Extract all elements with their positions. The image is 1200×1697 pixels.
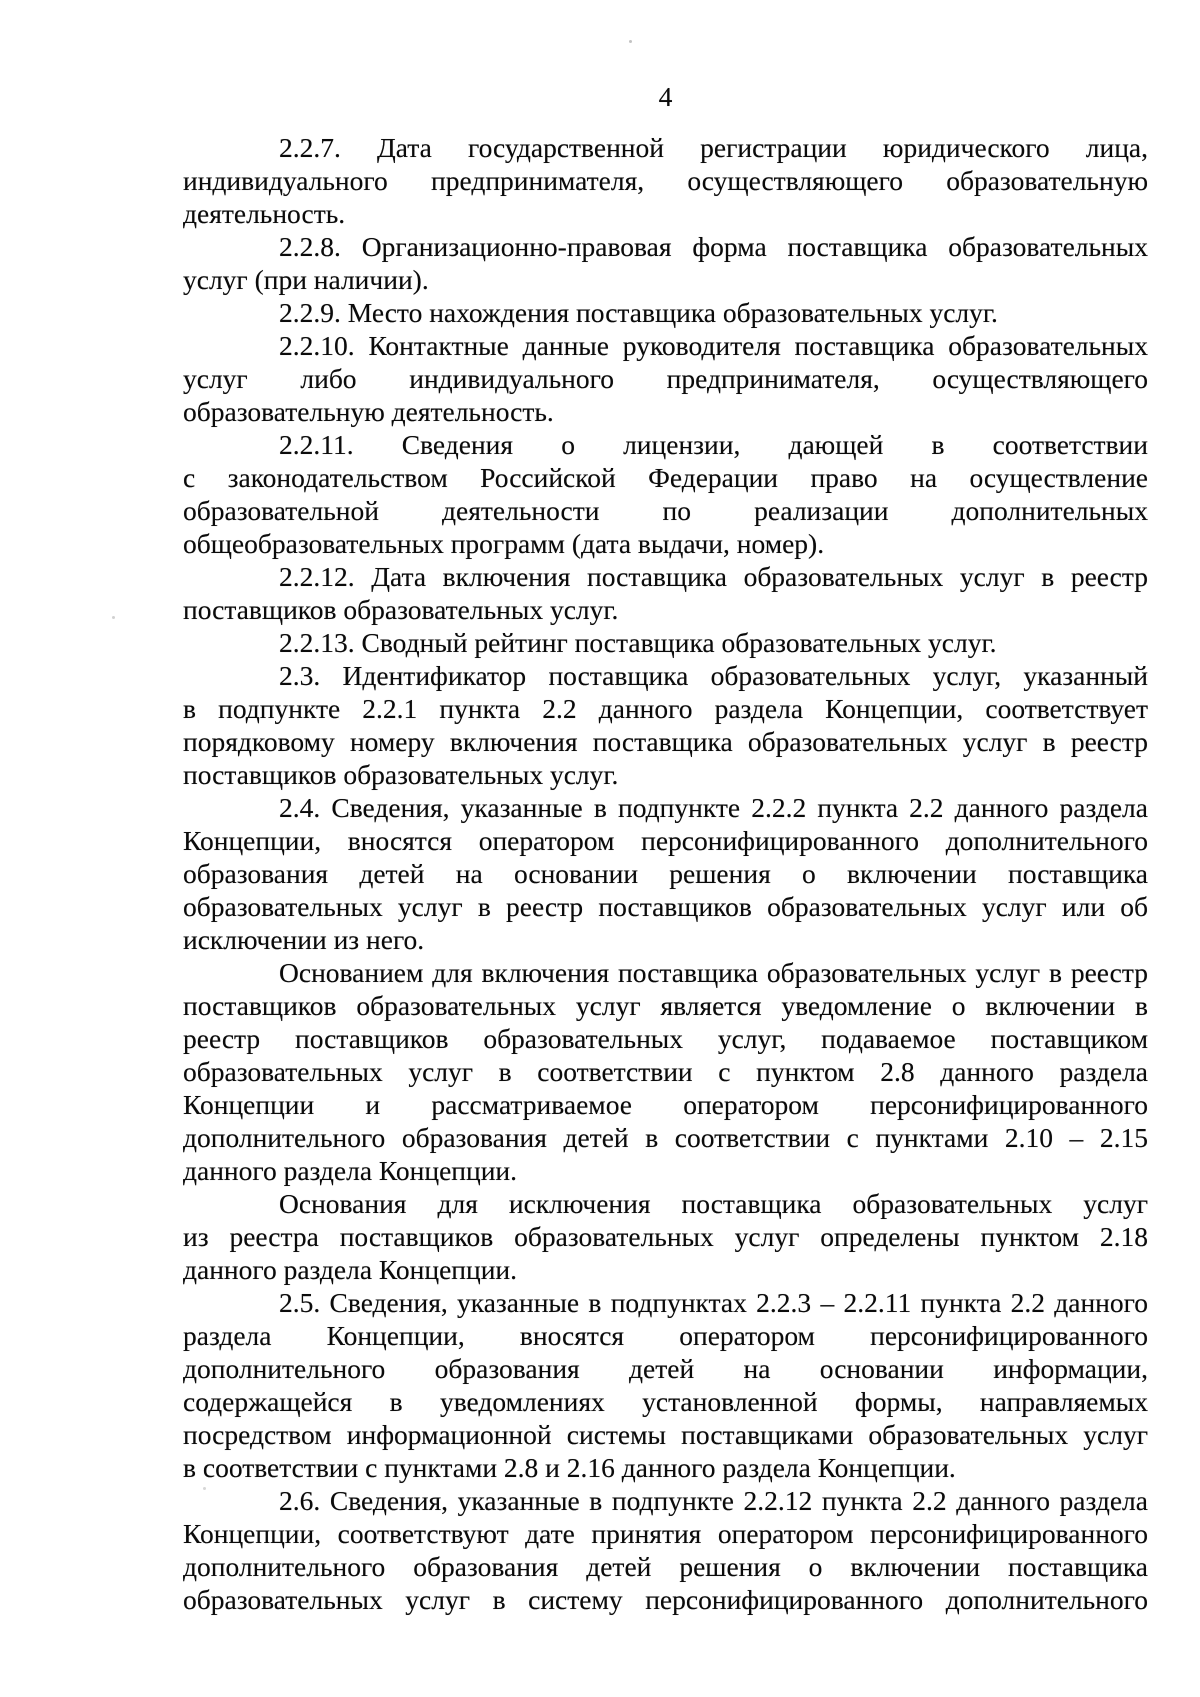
text-line: раздела Концепции, вносятся оператором персонифицированного [183,1320,1148,1351]
paragraph-2-2-12 [183,560,1148,626]
paragraph-2-2-11 [183,428,1148,560]
text-line: деятельность. [183,198,346,229]
paragraph-2-2-7 [183,131,1148,230]
text-line: 2.2.11. Сведения о лицензии, дающей в соответствии [279,429,1148,460]
page-number: 4 [658,81,673,112]
paragraph-2-2-13 [183,626,1148,659]
paragraph-2-5 [183,1286,1148,1484]
text-line: данного раздела Концепции. [183,1155,518,1186]
text-line: 2.2.7. Дата государственной регистрации юридического лица, [279,132,1148,163]
text-line: дополнительного образования детей в соответствии с пунктами 2.10 – 2.15 [183,1122,1148,1153]
text-line: Основанием для включения поставщика образовательных услуг в реестр [279,957,1148,988]
text-line: 2.2.13. Сводный рейтинг поставщика образовательных услуг. [279,627,997,658]
scan-speck [112,616,115,619]
text-line: Концепции и рассматриваемое оператором персонифицированного [183,1089,1148,1120]
text-line: 2.6. Сведения, указанные в подпункте 2.2.12 пункта 2.2 данного раздела [279,1485,1148,1516]
text-line: данного раздела Концепции. [183,1254,518,1285]
text-line: из реестра поставщиков образовательных услуг определены пунктом 2.18 [183,1221,1148,1252]
text-line: образовательных услуг в соответствии с пунктом 2.8 данного раздела [183,1056,1148,1087]
text-line: Основания для исключения поставщика образовательных услуг [279,1188,1148,1219]
text-line: образовательных услуг в реестр поставщиков образовательных услуг или об [183,891,1148,922]
text-line: поставщиков образовательных услуг является уведомление о включении в [183,990,1148,1021]
text-line: 2.2.10. Контактные данные руководителя поставщика образовательных [279,330,1148,361]
document-body [183,131,1148,1616]
text-line: дополнительного образования детей решения о включении поставщика [183,1551,1148,1582]
paragraph-exclusion-basis [183,1187,1148,1286]
text-line: 2.2.12. Дата включения поставщика образовательных услуг в реестр [279,561,1148,592]
text-line: 2.3. Идентификатор поставщика образовательных услуг, указанный [279,660,1148,691]
text-line: исключении из него. [183,924,425,955]
text-line: Концепции, вносятся оператором персонифицированного дополнительного [183,825,1148,856]
paragraph-2-3 [183,659,1148,791]
text-line: 2.4. Сведения, указанные в подпункте 2.2.2 пункта 2.2 данного раздела [279,792,1148,823]
text-line: услуг либо индивидуального предпринимателя, осуществляющего [183,363,1148,394]
text-line: 2.2.8. Организационно-правовая форма поставщика образовательных [279,231,1148,262]
text-line: образовательной деятельности по реализации дополнительных [183,495,1148,526]
text-line: реестр поставщиков образовательных услуг, подаваемое поставщиком [183,1023,1148,1054]
paragraph-inclusion-basis [183,956,1148,1187]
text-line: 2.2.9. Место нахождения поставщика образовательных услуг. [279,297,998,328]
text-line: в соответствии с пунктами 2.8 и 2.16 данного раздела Концепции. [183,1452,956,1483]
paragraph-2-4 [183,791,1148,956]
text-line: 2.5. Сведения, указанные в подпунктах 2.2.3 – 2.2.11 пункта 2.2 данного [279,1287,1148,1318]
text-line: поставщиков образовательных услуг. [183,594,619,625]
text-line: поставщиков образовательных услуг. [183,759,619,790]
text-line: дополнительного образования детей на основании информации, [183,1353,1148,1384]
text-line: в подпункте 2.2.1 пункта 2.2 данного раздела Концепции, соответствует [183,693,1148,724]
text-line: услуг (при наличии). [183,264,429,295]
text-line: образования детей на основании решения о включении поставщика [183,858,1148,889]
text-line: образовательных услуг в систему персонифицированного дополнительного [183,1584,1148,1615]
text-line: общеобразовательных программ (дата выдачи, номер). [183,528,825,559]
paragraph-2-6 [183,1484,1148,1616]
text-line: порядковому номеру включения поставщика образовательных услуг в реестр [183,726,1148,757]
paragraph-2-2-10 [183,329,1148,428]
paragraph-2-2-8 [183,230,1148,296]
text-line: индивидуального предпринимателя, осуществляющего образовательную [183,165,1148,196]
scan-speck [629,40,632,43]
paragraph-2-2-9 [183,296,1148,329]
text-line: содержащейся в уведомлениях установленной формы, направляемых [183,1386,1148,1417]
text-line: посредством информационной системы поставщиками образовательных услуг [183,1419,1148,1450]
text-line: образовательную деятельность. [183,396,554,427]
text-line: с законодательством Российской Федерации право на осуществление [183,462,1148,493]
text-line: Концепции, соответствуют дате принятия оператором персонифицированного [183,1518,1148,1549]
